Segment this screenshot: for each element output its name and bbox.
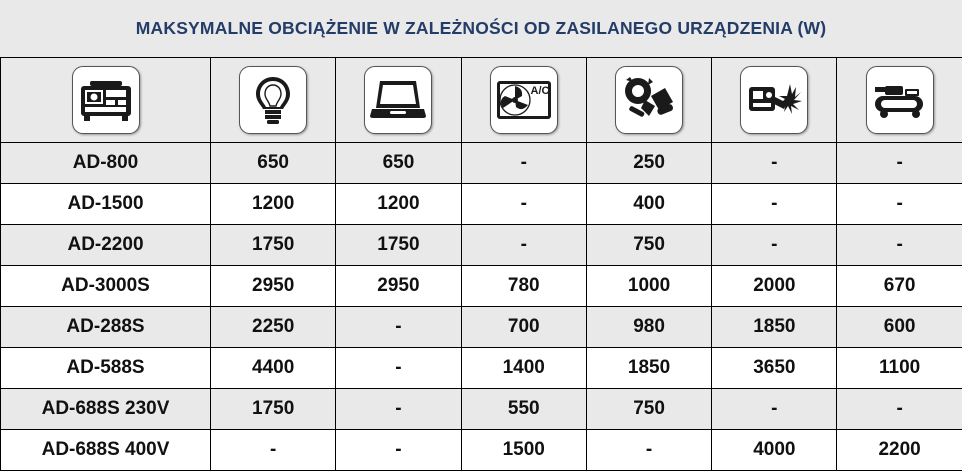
cell-welder: - (712, 225, 837, 266)
cell-bulb: 2250 (211, 307, 336, 348)
cell-value: AD-688S 230V (42, 398, 170, 419)
table-row (1, 430, 962, 471)
header-cell-bulb (211, 58, 336, 143)
row-model-label (1, 225, 211, 266)
cell-value: AD-1500 (67, 193, 143, 214)
cell-bulb: - (211, 430, 336, 471)
table-row (1, 225, 962, 266)
laptop-icon (364, 66, 432, 134)
cell-value: AD-288S (66, 316, 144, 337)
cell-welder: 3650 (712, 348, 837, 389)
cell-bulb: 1200 (211, 184, 336, 225)
cell-compressor: 2200 (837, 430, 962, 471)
cell-grinder: 980 (586, 307, 711, 348)
cell-laptop: 650 (336, 143, 461, 184)
cell-value: AD-3000S (61, 275, 150, 296)
cell-value: AD-588S (66, 357, 144, 378)
cell-welder: 1850 (712, 307, 837, 348)
row-model-label (1, 389, 211, 430)
cell-welder: - (712, 389, 837, 430)
cell-bulb: 2950 (211, 266, 336, 307)
cell-welder: - (712, 184, 837, 225)
cell-compressor: 1100 (837, 348, 962, 389)
cell-ac: - (461, 225, 586, 266)
cell-value: AD-2200 (67, 234, 143, 255)
header-cell-laptop (336, 58, 461, 143)
cell-ac: 700 (461, 307, 586, 348)
cell-laptop: - (336, 348, 461, 389)
cell-ac: - (461, 143, 586, 184)
table-title-bar (0, 0, 962, 57)
cell-laptop: 1200 (336, 184, 461, 225)
row-model-label (1, 266, 211, 307)
cell-value: AD-688S 400V (42, 439, 170, 460)
row-model-label (1, 430, 211, 471)
cell-bulb: 1750 (211, 225, 336, 266)
air-conditioner-icon (490, 66, 558, 134)
svg-text:A/C: A/C (530, 85, 549, 97)
cell-laptop: - (336, 389, 461, 430)
cell-bulb: 4400 (211, 348, 336, 389)
cell-compressor: 600 (837, 307, 962, 348)
header-cell-generator (1, 58, 211, 143)
air-compressor-icon (866, 66, 934, 134)
cell-grinder: 750 (586, 389, 711, 430)
cell-laptop: 1750 (336, 225, 461, 266)
welder-icon (740, 66, 808, 134)
cell-compressor: 670 (837, 266, 962, 307)
cell-ac: - (461, 184, 586, 225)
cell-compressor: - (837, 184, 962, 225)
table-row (1, 266, 962, 307)
max-load-table (0, 57, 962, 471)
cell-compressor: - (837, 389, 962, 430)
cell-ac: 1500 (461, 430, 586, 471)
cell-grinder: - (586, 430, 711, 471)
cell-value: AD-800 (73, 152, 138, 173)
cell-ac: 780 (461, 266, 586, 307)
cell-welder: - (712, 143, 837, 184)
header-cell-ac (461, 58, 586, 143)
cell-laptop: 2950 (336, 266, 461, 307)
cell-laptop: - (336, 430, 461, 471)
cell-laptop: - (336, 307, 461, 348)
header-cell-grinder (586, 58, 711, 143)
row-model-label (1, 143, 211, 184)
header-cell-compressor (837, 58, 962, 143)
cell-bulb: 650 (211, 143, 336, 184)
cell-compressor: - (837, 225, 962, 266)
angle-grinder-icon (615, 66, 683, 134)
generator-icon (72, 66, 140, 134)
light-bulb-icon (239, 66, 307, 134)
row-model-label (1, 184, 211, 225)
row-model-label (1, 348, 211, 389)
cell-grinder: 750 (586, 225, 711, 266)
header-cell-welder (712, 58, 837, 143)
cell-bulb: 1750 (211, 389, 336, 430)
page-title: MAKSYMALNE OBCIĄŻENIE W ZALEŻNOŚCI OD ZASILANEGO URZĄDZENIA (W) (136, 18, 827, 39)
table-row (1, 389, 962, 430)
table-row (1, 307, 962, 348)
table-header-icon-row (1, 58, 962, 143)
table-row (1, 143, 962, 184)
table-row (1, 184, 962, 225)
row-model-label (1, 307, 211, 348)
cell-ac: 1400 (461, 348, 586, 389)
cell-compressor: - (837, 143, 962, 184)
cell-ac: 550 (461, 389, 586, 430)
cell-welder: 2000 (712, 266, 837, 307)
cell-grinder: 1850 (586, 348, 711, 389)
cell-welder: 4000 (712, 430, 837, 471)
cell-grinder: 250 (586, 143, 711, 184)
cell-grinder: 1000 (586, 266, 711, 307)
cell-grinder: 400 (586, 184, 711, 225)
table-row (1, 348, 962, 389)
